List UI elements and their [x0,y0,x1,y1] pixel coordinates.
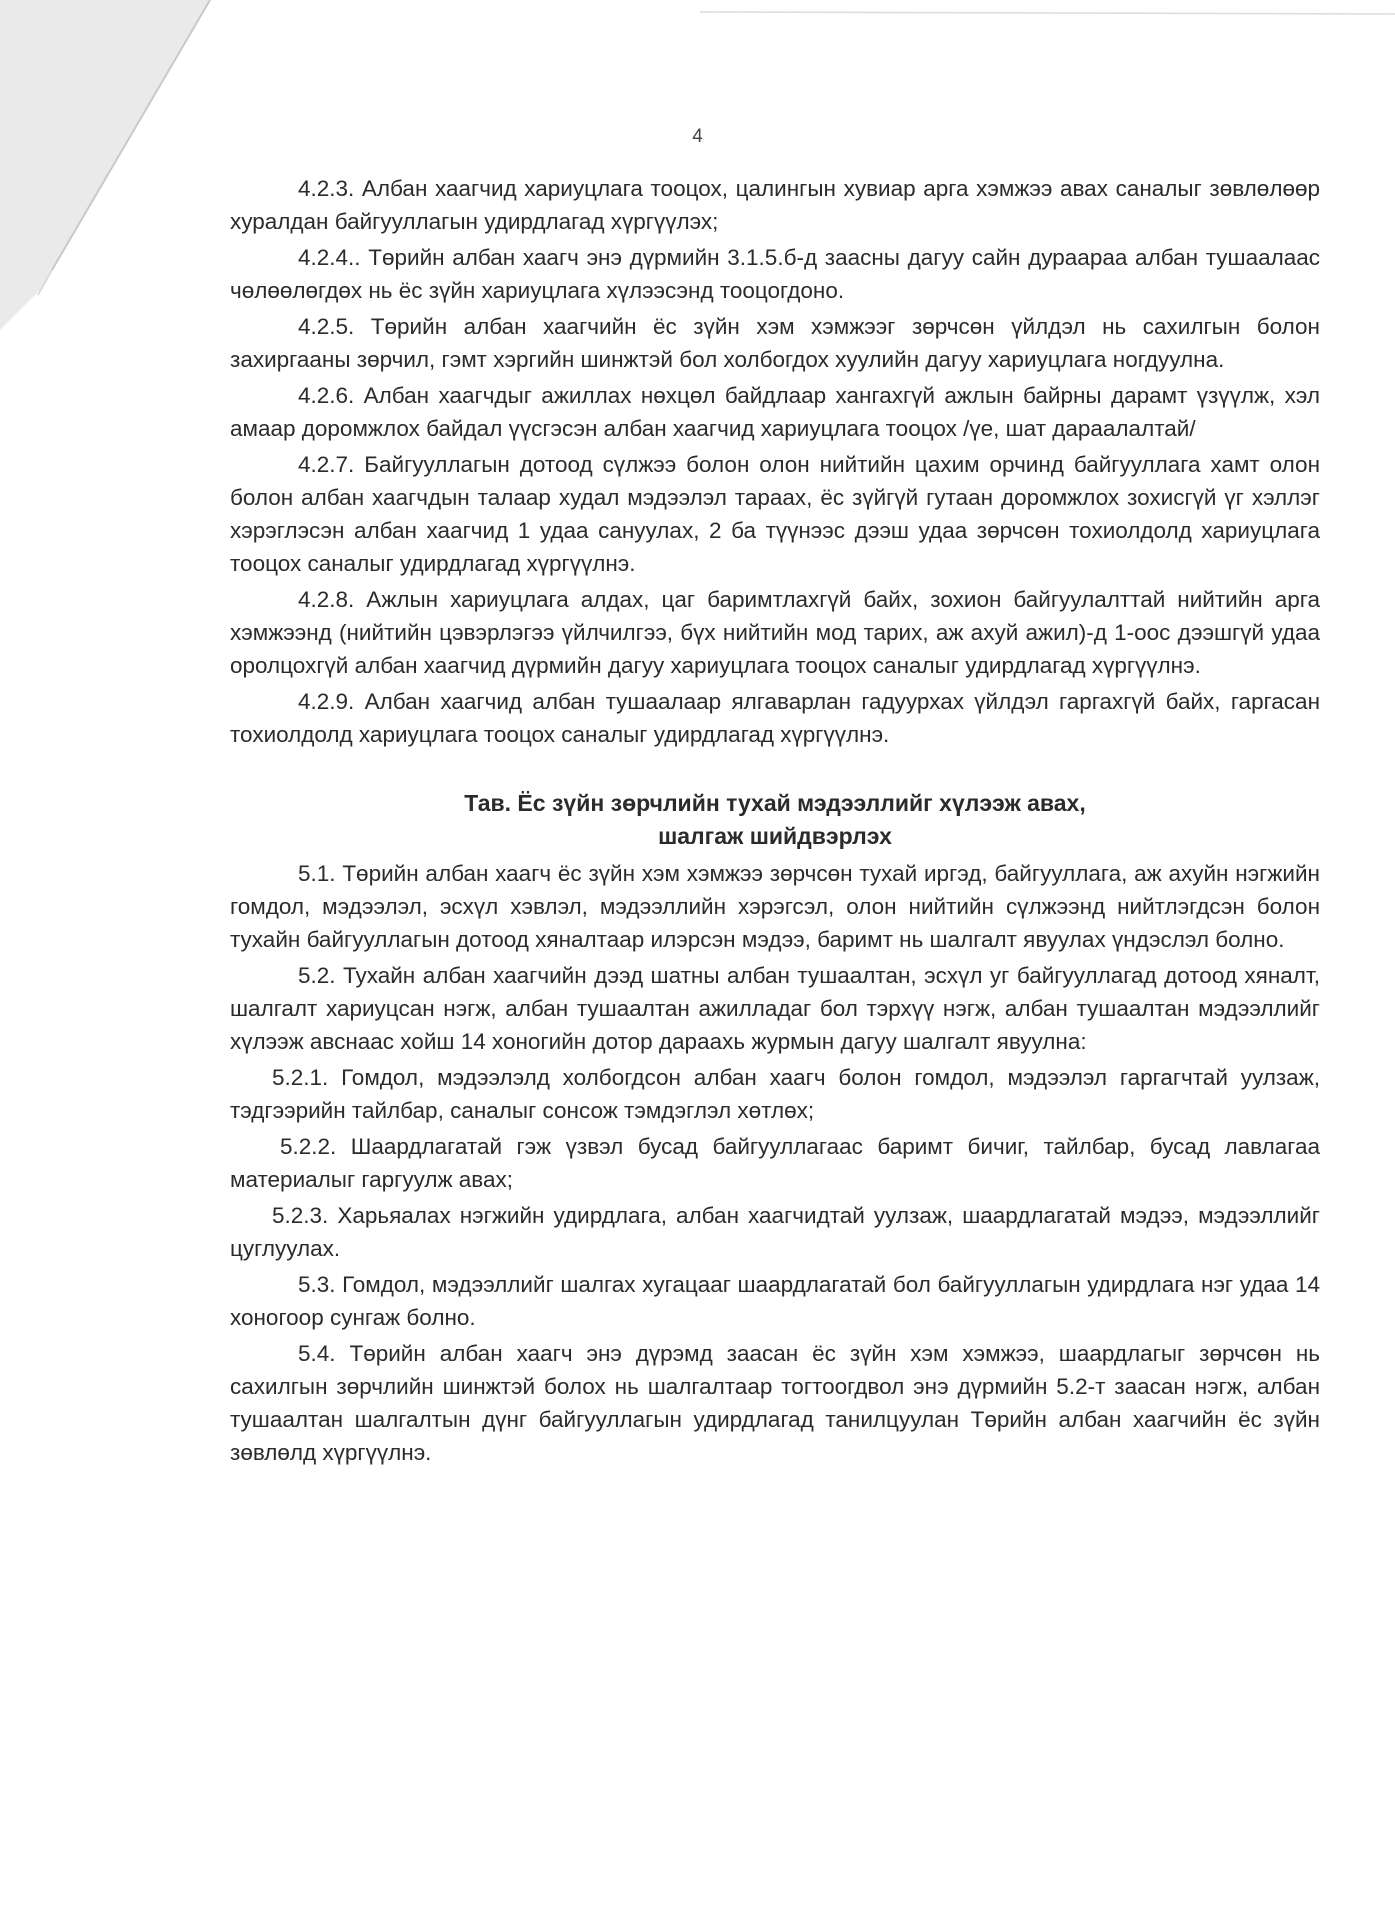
paragraph-4-2-5: 4.2.5. Төрийн албан хаагчийн ёс зүйн хэм хэмжээг зөрчсөн үйлдэл нь сахилгын болон захиргааны зөрчил, гэмт хэргийн шинжтэй бол холбогдох хуулийн дагуу хариуцлага ногдуулна. [230,314,1320,372]
paragraph-5-2-1: 5.2.1. Гомдол, мэдээлэлд холбогдсон албан хаагч болон гомдол, мэдээлэл гаргагчтай уулзаж, тэдгээрийн тайлбар, саналыг сонсож тэмдэглэл хөтлөх; [230,1065,1320,1123]
paragraph-4-2-9: 4.2.9. Албан хаагчид албан тушаалаар ялгаварлан гадуурхах үйлдэл гаргахгүй байх, гаргасан тохиолдолд хариуцлага тооцох саналыг удирдлагад хүргүүлнэ. [230,689,1320,747]
paragraph-4-2-3: 4.2.3. Албан хаагчид хариуцлага тооцох, цалингын хувиар арга хэмжээ авах саналыг зөвлөлөөр хуралдан байгууллагын удирдлагад хүргүүлэх; [230,176,1320,234]
paragraph-4-2-6: 4.2.6. Албан хаагчдыг ажиллах нөхцөл байдлаар хангахгүй ажлын байрны дарамт үзүүлж, хэл амаар доромжлох байдал үүсгэсэн албан хаагчид хариуцлага тооцох /үе, шат дараалалтай/ [230,383,1320,441]
paragraph-5-3: 5.3. Гомдол, мэдээллийг шалгах хугацааг шаардлагатай бол байгууллагын удирдлага нэг удаа 14 хоногоор сунгаж болно. [230,1272,1320,1330]
section-5-paragraphs [230,857,1320,1469]
document-body [230,172,1320,1472]
paragraph-4-2-4: 4.2.4.. Төрийн албан хаагч энэ дүрмийн 3.1.5.б-д заасны дагуу сайн дураараа албан тушаалаас чөлөөлөгдөх нь ёс зүйн хариуцлага хүлээсэнд тооцогдоно. [230,245,1320,303]
page-number: 4 [692,126,703,147]
section-heading-line-1: Тав. Ёс зүйн зөрчлийн тухай мэдээллийг хүлээж авах, [464,790,1086,816]
paragraph-4-2-8: 4.2.8. Ажлын хариуцлага алдах, цаг баримтлахгүй байх, зохион байгуулалттай нийтийн арга хэмжээнд (нийтийн цэвэрлэгээ үйлчилгээ, бүх нийтийн мод тарих, аж ахуй ажил)-д 1-оос дээшгүй удаа оролцохгүй албан хаагчид дүрмийн дагуу хариуцлага тооцох саналыг удирдлагад хүргүүлнэ. [230,587,1320,678]
paragraph-5-2: 5.2. Тухайн албан хаагчийн дээд шатны албан тушаалтан, эсхүл уг байгууллагад дотоод хяналт, шалгалт хариуцсан нэгж, албан тушаалтан ажилладаг бол тэрхүү нэгж, албан тушаалтан мэдээллийг хүлээж авснаас хойш 14 хоногийн дотор дараахь журмын дагуу шалгалт явуулна: [230,963,1320,1054]
paragraph-5-2-3: 5.2.3. Харьяалах нэгжийн удирдлага, албан хаагчидтай уулзаж, шаардлагатай мэдээ, мэдээллийг цуглуулах. [230,1203,1320,1261]
paragraph-5-2-2: 5.2.2. Шаардлагатай гэж үзвэл бусад байгууллагаас баримт бичиг, тайлбар, бусад лавлагаа материалыг гаргуулж авах; [230,1134,1320,1192]
section-heading-line-2: шалгаж шийдвэрлэх [658,823,892,849]
paragraph-5-1: 5.1. Төрийн албан хаагч ёс зүйн хэм хэмжээ зөрчсөн тухай иргэд, байгууллага, аж ахуйн нэгжийн гомдол, мэдээлэл, эсхүл хэвлэл, мэдээллийн хэрэгсэл, олон нийтийн сүлжээнд нийтлэгдсэн болон тухайн байгууллагын дотоод хяналтаар илэрсэн мэдээ, баримт нь шалгалт явуулах үндэслэл болно. [230,861,1320,952]
paragraph-5-4: 5.4. Төрийн албан хаагч энэ дүрэмд заасан ёс зүйн хэм хэмжээ, шаардлагыг зөрчсөн нь сахилгын зөрчлийн шинжтэй болох нь шалгалтаар тогтоогдвол энэ дүрмийн 5.2-т заасан нэгж, албан тушаалтан шалгалтын дүнг байгууллагын удирдлагад танилцуулан Төрийн албан хаагчийн ёс зүйн зөвлөлд хүргүүлнэ. [230,1341,1320,1465]
paragraph-4-2-7: 4.2.7. Байгууллагын дотоод сүлжээ болон олон нийтийн цахим орчинд байгууллага хамт олон болон албан хаагчдын талаар худал мэдээлэл тараах, ёс зүйгүй гутаан доромжлох зохисгүй үг хэллэг хэрэглэсэн албан хаагчид 1 удаа сануулах, 2 ба түүнээс дээш удаа зөрчсөн тохиолдолд хариуцлага тооцох саналыг удирдлагад хүргүүлнэ. [230,452,1320,576]
section-heading [230,787,1320,853]
section-4-paragraphs [230,172,1320,751]
